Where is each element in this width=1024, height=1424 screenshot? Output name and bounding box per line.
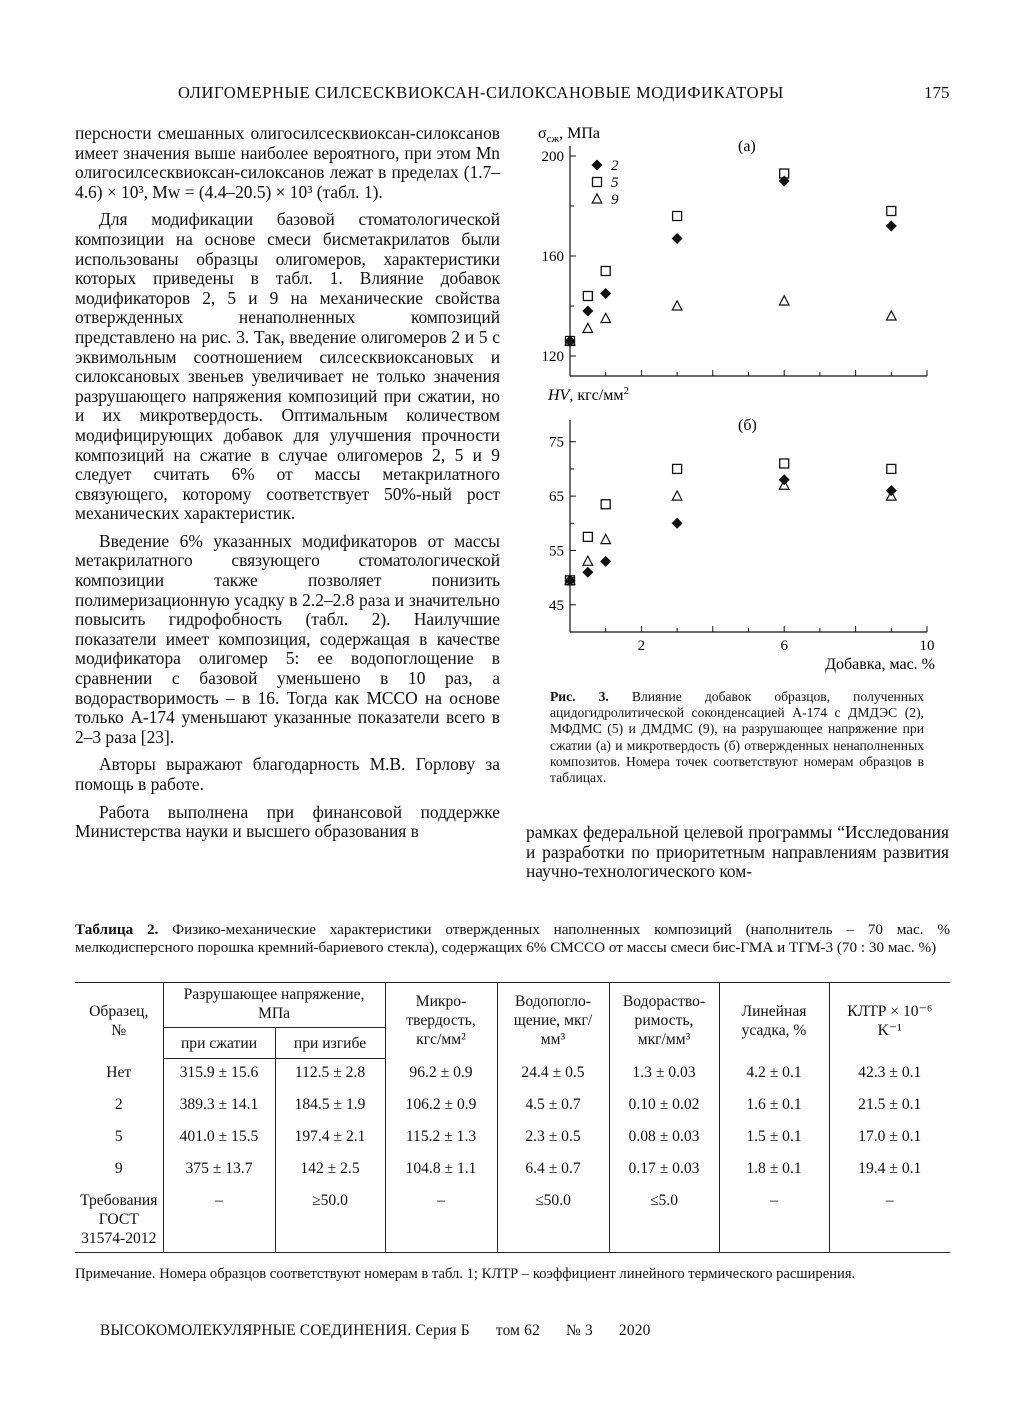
table-caption-text: Физико-механические характеристики отвержденных наполненных композиций (наполнитель – 70 мас. % мелкодисперсного порошка кремний-бариевого стекла), содержащих 6% СМССО от массы смеси бис-ГМА и ТГМ-3 (70 : 30 мас. %) — [75, 921, 950, 956]
table-cell: 0.08 ± 0.03 — [609, 1123, 719, 1155]
data-point-series-2 — [582, 306, 593, 317]
paragraph-funding: Работа выполнена при финансовой поддержке Министерства науки и высшего образования в — [75, 801, 500, 842]
legend-marker-5 — [593, 178, 602, 187]
legend-label-5: 5 — [611, 175, 619, 191]
table-cell: 4.5 ± 0.7 — [497, 1091, 609, 1123]
data-point-series-9 — [583, 556, 593, 565]
data-point-series-5 — [601, 267, 610, 276]
footer-year: 2020 — [618, 1322, 651, 1339]
data-point-series-5 — [601, 500, 610, 509]
data-point-series-5 — [887, 207, 896, 216]
table-cell: 1.5 ± 0.1 — [719, 1123, 829, 1155]
footer-issue: № 3 — [566, 1322, 593, 1339]
header-strength: Разрушающее напряжение, МПа — [163, 983, 385, 1028]
panel-b — [547, 385, 935, 654]
panel-a-ylabel: $\sigma_{сж}$, МПа — [538, 125, 600, 145]
table-cell: 197.4 ± 2.1 — [275, 1123, 385, 1155]
header-cte — [829, 983, 950, 1059]
header-water-solubility-text: Водораство-римость, мкг/мм³ — [622, 993, 706, 1049]
table-caption — [75, 921, 950, 957]
table-cell-sample: Требования ГОСТ 31574-2012 — [75, 1187, 163, 1253]
table-cell: 42.3 ± 0.1 — [829, 1059, 950, 1092]
table-cell: 184.5 ± 1.9 — [275, 1091, 385, 1123]
table-cell: 142 ± 2.5 — [275, 1155, 385, 1187]
table-cell: – — [385, 1187, 497, 1253]
table-cell: ≤5.0 — [609, 1187, 719, 1253]
table-cell: 1.3 ± 0.03 — [609, 1059, 719, 1092]
paragraph-acknowledgement: Авторы выражают благодарность М.В. Горлову за помощь в работе. — [75, 754, 500, 794]
legend-label-9: 9 — [611, 192, 619, 208]
data-point-series-2 — [779, 176, 790, 187]
header-water-absorption-text: Водопогло-щение, мкг/мм³ — [513, 993, 593, 1049]
table-cell: 6.4 ± 0.7 — [497, 1155, 609, 1187]
data-point-series-5 — [583, 532, 592, 541]
left-column — [75, 124, 500, 842]
table-cell: – — [719, 1187, 829, 1253]
legend-marker-2 — [592, 160, 603, 171]
table-cell: 375 ± 13.7 — [163, 1155, 275, 1187]
data-point-series-5 — [673, 464, 682, 473]
paragraph-3: Введение 6% указанных модификаторов от массы метакрилатного связующего стоматологической композиции также позволяет понизить полимеризационную усадку в 2.2–2.8 раза и значительно повысить гидрофобность (табл. 2). Наилучшие показатели имеет композиция, содержащая в качестве модификатора олигомер 5: ее водопоглощение в сравнении с базовой уменьшено в 10 раз, а водорастворимость – в 16. Тогда как МССО на основе только А-174 уменьшают указанные показатели всего в 2–3 раза [23]. — [75, 530, 500, 747]
table-cell: 1.6 ± 0.1 — [719, 1091, 829, 1123]
y-tick-label: 120 — [541, 349, 564, 365]
y-tick-label: 200 — [541, 149, 564, 165]
table-cell: – — [163, 1187, 275, 1253]
y-tick-label: 160 — [541, 249, 564, 265]
table-row — [75, 1155, 950, 1187]
page-number: 175 — [924, 83, 950, 102]
header-microhardness — [385, 983, 497, 1059]
right-column — [526, 823, 949, 882]
legend — [592, 158, 620, 208]
figure-caption-label: Рис. 3. — [550, 689, 609, 704]
table-cell: 2.3 ± 0.5 — [497, 1123, 609, 1155]
legend-marker-9 — [592, 194, 602, 203]
table-cell: 19.4 ± 0.1 — [829, 1155, 950, 1187]
data-point-series-9 — [672, 491, 682, 500]
y-tick-label: 65 — [549, 489, 564, 506]
table-row — [75, 1187, 950, 1253]
panel-b-ylabel: HV, кгс/$мм^2$ — [548, 385, 629, 404]
data-point-series-9 — [672, 301, 682, 310]
table-cell: 389.3 ± 14.1 — [163, 1091, 275, 1123]
data-table-2 — [75, 982, 950, 1253]
header-microhardness-text: Микро-твердость, кгс/мм² — [406, 993, 476, 1049]
table-cell: 115.2 ± 1.3 — [385, 1123, 497, 1155]
data-point-series-2 — [886, 221, 897, 232]
table-cell: 106.2 ± 0.9 — [385, 1091, 497, 1123]
header-water-absorption — [497, 983, 609, 1059]
panel-b-points — [565, 459, 897, 586]
table-cell: 401.0 ± 15.5 — [163, 1123, 275, 1155]
header-shrinkage — [719, 983, 829, 1059]
table-cell: 104.8 ± 1.1 — [385, 1155, 497, 1187]
x-axis-label: Добавка, мас. % — [825, 656, 935, 673]
table-cell: 24.4 ± 0.5 — [497, 1059, 609, 1092]
data-point-series-9 — [601, 534, 611, 543]
y-tick-label: 55 — [549, 543, 564, 560]
table-cell: 315.9 ± 15.6 — [163, 1059, 275, 1092]
data-point-series-5 — [583, 292, 592, 301]
table-cell-sample: 5 — [114, 1128, 123, 1145]
paragraph-2: Для модификации базовой стоматологической композиции на основе смеси бисметакрилатов были использованы образцы олигомеров, характеристики которых приведены в табл. 1. Влияние добавок модификаторов 2, 5 и 9 на механические свойства отвержденных ненаполненных композиций представлено на рис. 3. Так, введение олигомеров 2 и 5 с эквимольным соотношением силсесквиоксановых и силоксановых звеньев увеличивает не только значения разрушающего напряжения композиций при сжатии, но и их микротвердость. Оптимальным количеством модифицирующих добавок для улучшения прочности композиций на сжатие в случае олигомеров 2, 5 и 9 следует считать 6% от массы метакрилатного связующего, которому соответствует 50%-ный рост механических характеристик. — [75, 209, 500, 524]
table-caption-label: Таблица 2. — [75, 921, 159, 938]
panel-b-label: (б) — [738, 417, 757, 434]
data-point-series-9 — [779, 296, 789, 305]
legend-label-2: 2 — [611, 158, 619, 174]
panel-a-label: (а) — [738, 138, 756, 155]
data-point-series-5 — [673, 212, 682, 221]
table-cell-sample: 9 — [114, 1160, 123, 1177]
y-tick-label: 75 — [549, 434, 564, 451]
panel-a-axes — [542, 146, 928, 376]
figure-caption — [550, 689, 924, 786]
data-point-series-5 — [780, 459, 789, 468]
header-bending: при изгибе — [275, 1028, 385, 1059]
table-cell: 4.2 ± 0.1 — [719, 1059, 829, 1092]
header-cte-text: КЛТР × 10⁻⁶ K⁻¹ — [847, 1002, 933, 1039]
data-point-series-2 — [672, 233, 683, 244]
data-point-series-2 — [600, 556, 611, 567]
table-row — [75, 1091, 950, 1123]
table-note: Примечание. Номера образцов соответствуют номерам в табл. 1; КЛТР – коэффициент линейного термического расширения. — [75, 1266, 856, 1282]
paragraph-1: персности смешанных олигосилсесквиоксан-силоксанов имеет значения выше наиболее вероятного, при этом Mn олигосилсесквиоксан-силоксанов лежат в пределах (1.7–4.6) × 10³, Mw = (4.4–20.5) × 10³ (табл. 1). — [75, 123, 500, 202]
figure-caption-text: Влияние добавок образцов, полученных ацидогидролитической соконденсацией А-174 с ДМДЭС (2), МФДМС (5) и ДМДМС (9), на разрушающее напряжение при сжатии (а) и микротвердость (б) отвержденных ненаполненных композитов. Номера точек соответствуют номерам образцов в таблицах. — [550, 689, 924, 786]
data-point-series-9 — [601, 313, 611, 322]
y-tick-label: 45 — [549, 597, 564, 614]
table-cell-sample: 2 — [114, 1096, 123, 1113]
table-cell-sample: Нет — [106, 1063, 132, 1081]
header-compression: при сжатии — [163, 1028, 275, 1059]
header-sample: Образец, № — [75, 983, 163, 1059]
paragraph-funding-continued: рамках федеральной целевой программы “Исследования и разработки по приоритетным направлениям развития научно-технологического ком- — [526, 822, 949, 882]
table-body — [75, 1059, 950, 1253]
journal-footer — [100, 1322, 673, 1340]
table-row — [75, 1123, 950, 1155]
table-cell: ≥50.0 — [275, 1187, 385, 1253]
data-point-series-5 — [887, 464, 896, 473]
table-cell: ≤50.0 — [497, 1187, 609, 1253]
header-shrinkage-text: Линейная усадка, % — [741, 1002, 807, 1039]
x-tick-label: 6 — [780, 638, 788, 654]
table-cell: 1.8 ± 0.1 — [719, 1155, 829, 1187]
panel-a — [538, 125, 927, 376]
table-cell: 96.2 ± 0.9 — [385, 1059, 497, 1092]
data-point-series-9 — [583, 323, 593, 332]
figure-3 — [520, 118, 960, 678]
footer-journal: ВЫСОКОМОЛЕКУЛЯРНЫЕ СОЕДИНЕНИЯ. Серия Б — [100, 1322, 470, 1339]
table-cell: 21.5 ± 0.1 — [829, 1091, 950, 1123]
table-cell: 0.17 ± 0.03 — [609, 1155, 719, 1187]
table-row — [75, 1059, 950, 1092]
x-tick-label: 2 — [637, 638, 646, 654]
running-title: ОЛИГОМЕРНЫЕ СИЛСЕСКВИОКСАН-СИЛОКСАНОВЫЕ МОДИФИКАТОРЫ — [178, 83, 784, 102]
table-cell: 112.5 ± 2.8 — [275, 1059, 385, 1092]
data-point-series-9 — [887, 311, 897, 320]
x-tick-label: 10 — [919, 638, 935, 654]
footer-volume: том 62 — [495, 1322, 540, 1339]
table-cell: 0.10 ± 0.02 — [609, 1091, 719, 1123]
data-point-series-2 — [582, 567, 593, 578]
data-point-series-2 — [600, 288, 611, 299]
header-water-solubility — [609, 983, 719, 1059]
table-cell: 17.0 ± 0.1 — [829, 1123, 950, 1155]
data-point-series-2 — [672, 518, 683, 529]
table-cell: – — [829, 1187, 950, 1253]
